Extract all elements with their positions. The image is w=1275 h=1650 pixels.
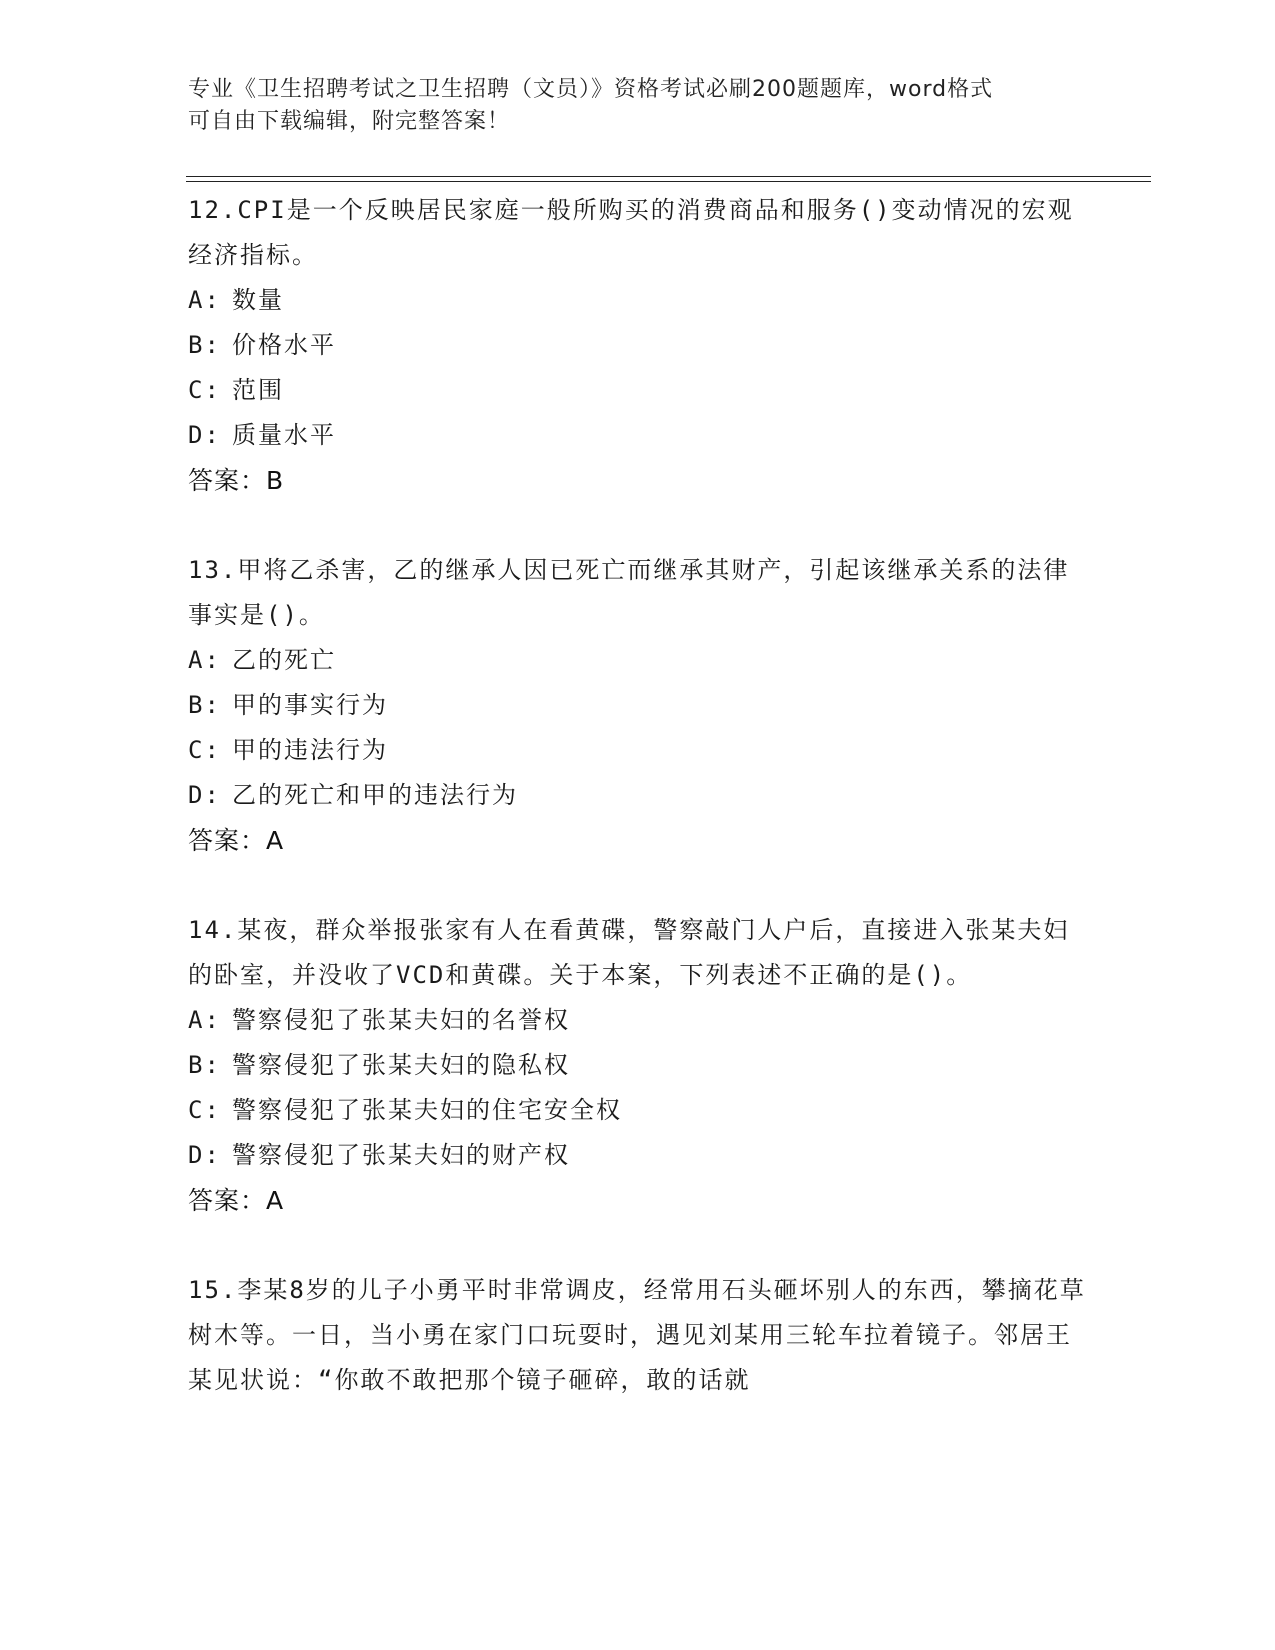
question-stem: 13.甲将乙杀害，乙的继承人因已死亡而继承其财产，引起该继承关系的法律事实是()。: [188, 556, 1070, 629]
option-text: 价格水平: [232, 331, 336, 359]
option-key: D:: [188, 781, 221, 809]
option-key: A:: [188, 646, 221, 674]
header-divider-top: [186, 176, 1151, 177]
option-key: D:: [188, 1141, 221, 1169]
option-d: [188, 1133, 1088, 1178]
question-stem: 14.某夜，群众举报张家有人在看黄碟，警察敲门人户后，直接进入张某夫妇的卧室，并没收了VCD和黄碟。关于本案，下列表述不正确的是()。: [188, 916, 1070, 989]
question-list: [188, 188, 1088, 1403]
option-text: 警察侵犯了张某夫妇的财产权: [232, 1141, 570, 1169]
spacer: [188, 503, 1088, 548]
option-text: 警察侵犯了张某夫妇的住宅安全权: [232, 1096, 622, 1124]
option-b: [188, 323, 1088, 368]
option-d: [188, 413, 1088, 458]
option-text: 甲的事实行为: [232, 691, 388, 719]
header-line-2: 可自由下载编辑，附完整答案！: [188, 109, 511, 134]
question-12: [188, 188, 1088, 503]
question-stem: 15.李某8岁的儿子小勇平时非常调皮，经常用石头砸坏别人的东西，攀摘花草树木等。一日，当小勇在家门口玩耍时，遇见刘某用三轮车拉着镜子。邻居王某见状说：“你敢不敢把那个镜子砸碎，敢的话就: [188, 1276, 1086, 1394]
option-a: [188, 278, 1088, 323]
option-text: 乙的死亡: [232, 646, 336, 674]
question-14: [188, 908, 1088, 1223]
header-line-1: 专业《卫生招聘考试之卫生招聘（文员）》资格考试必刷200题题库，word格式: [188, 77, 994, 102]
option-text: 质量水平: [232, 421, 336, 449]
question-15: [188, 1268, 1088, 1403]
option-key: C:: [188, 736, 221, 764]
answer-line: 答案：A: [188, 826, 285, 855]
option-text: 数量: [232, 286, 284, 314]
option-c: [188, 728, 1088, 773]
answer-line: 答案：B: [188, 466, 285, 495]
option-key: C:: [188, 1096, 221, 1124]
document-header: [188, 74, 1068, 138]
question-stem: 12.CPI是一个反映居民家庭一般所购买的消费商品和服务()变动情况的宏观经济指标。: [188, 196, 1074, 269]
option-key: D:: [188, 421, 221, 449]
option-key: C:: [188, 376, 221, 404]
option-text: 警察侵犯了张某夫妇的隐私权: [232, 1051, 570, 1079]
answer-line: 答案：A: [188, 1186, 285, 1215]
option-b: [188, 683, 1088, 728]
option-c: [188, 368, 1088, 413]
option-key: B:: [188, 1051, 221, 1079]
option-text: 范围: [232, 376, 284, 404]
option-b: [188, 1043, 1088, 1088]
option-key: A:: [188, 286, 221, 314]
option-c: [188, 1088, 1088, 1133]
option-d: [188, 773, 1088, 818]
option-text: 警察侵犯了张某夫妇的名誉权: [232, 1006, 570, 1034]
option-text: 甲的违法行为: [232, 736, 388, 764]
option-a: [188, 638, 1088, 683]
option-key: B:: [188, 331, 221, 359]
question-13: [188, 548, 1088, 863]
spacer: [188, 1223, 1088, 1268]
option-text: 乙的死亡和甲的违法行为: [232, 781, 518, 809]
spacer: [188, 863, 1088, 908]
option-key: B:: [188, 691, 221, 719]
option-a: [188, 998, 1088, 1043]
option-key: A:: [188, 1006, 221, 1034]
header-divider-bottom: [186, 181, 1151, 182]
